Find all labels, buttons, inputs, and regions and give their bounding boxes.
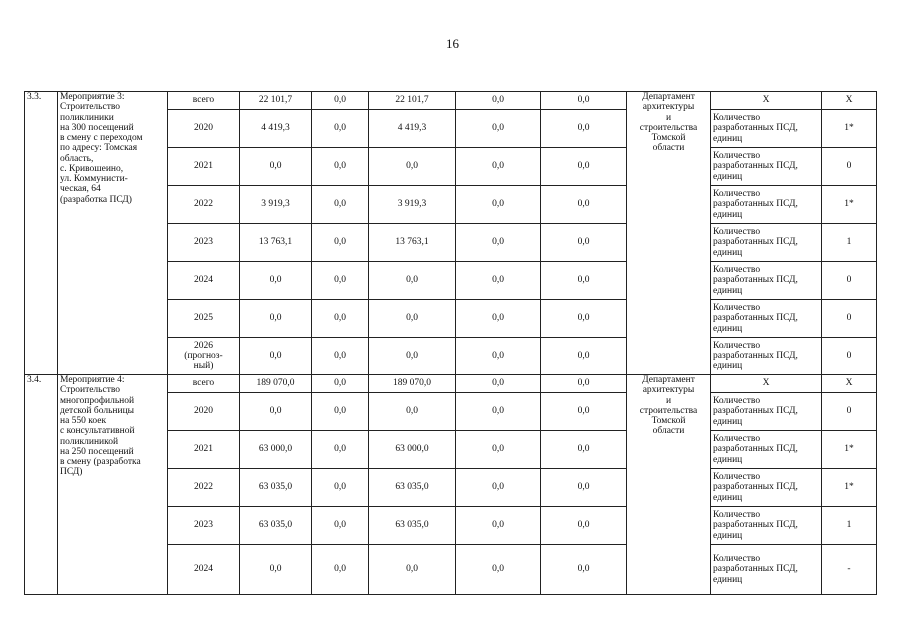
regional-cell: 0,0 xyxy=(369,148,456,186)
local-cell: 0,0 xyxy=(456,262,541,300)
other-cell: 0,0 xyxy=(541,375,627,393)
indicator-cell: Количество разработанных ПСД, единиц xyxy=(711,469,822,507)
federal-cell: 0,0 xyxy=(312,186,369,224)
indicator-cell: Количество разработанных ПСД, единиц xyxy=(711,110,822,148)
other-cell: 0,0 xyxy=(541,431,627,469)
indicator-value-cell: 1* xyxy=(822,469,877,507)
indicator-value-cell: 0 xyxy=(822,393,877,431)
total-cell: 3 919,3 xyxy=(240,186,312,224)
indicator-value-cell: 1* xyxy=(822,110,877,148)
total-cell: 189 070,0 xyxy=(240,375,312,393)
indicator-value-cell: 0 xyxy=(822,262,877,300)
indicator-value-cell: 0 xyxy=(822,338,877,375)
table-row xyxy=(25,92,877,110)
period-cell: 2021 xyxy=(168,431,240,469)
regional-cell: 63 000,0 xyxy=(369,431,456,469)
federal-cell: 0,0 xyxy=(312,92,369,110)
activities-table xyxy=(24,91,877,595)
indicator-cell: Количество разработанных ПСД, единиц xyxy=(711,431,822,469)
regional-cell: 0,0 xyxy=(369,300,456,338)
indicator-cell: Количество разработанных ПСД, единиц xyxy=(711,148,822,186)
regional-cell: 0,0 xyxy=(369,393,456,431)
local-cell: 0,0 xyxy=(456,300,541,338)
indicator-value-cell: 0 xyxy=(822,300,877,338)
other-cell: 0,0 xyxy=(541,262,627,300)
federal-cell: 0,0 xyxy=(312,224,369,262)
local-cell: 0,0 xyxy=(456,224,541,262)
regional-cell: 189 070,0 xyxy=(369,375,456,393)
total-cell: 63 035,0 xyxy=(240,507,312,545)
page-number: 16 xyxy=(446,36,459,51)
period-cell: 2022 xyxy=(168,186,240,224)
other-cell: 0,0 xyxy=(541,338,627,375)
other-cell: 0,0 xyxy=(541,507,627,545)
period-cell: 2024 xyxy=(168,262,240,300)
table-row xyxy=(25,375,877,393)
indicator-value-cell: 1* xyxy=(822,186,877,224)
period-cell: 2020 xyxy=(168,393,240,431)
local-cell: 0,0 xyxy=(456,545,541,595)
indicator-cell: Количество разработанных ПСД, единиц xyxy=(711,262,822,300)
indicator-cell: X xyxy=(711,92,822,110)
local-cell: 0,0 xyxy=(456,148,541,186)
indicator-value-cell: X xyxy=(822,92,877,110)
period-cell: всего xyxy=(168,92,240,110)
indicator-cell: Количество разработанных ПСД, единиц xyxy=(711,224,822,262)
other-cell: 0,0 xyxy=(541,148,627,186)
activity-number: 3.3. xyxy=(25,92,58,375)
federal-cell: 0,0 xyxy=(312,338,369,375)
other-cell: 0,0 xyxy=(541,224,627,262)
local-cell: 0,0 xyxy=(456,375,541,393)
indicator-value-cell: X xyxy=(822,375,877,393)
other-cell: 0,0 xyxy=(541,393,627,431)
indicator-cell: Количество разработанных ПСД, единиц xyxy=(711,338,822,375)
federal-cell: 0,0 xyxy=(312,393,369,431)
federal-cell: 0,0 xyxy=(312,507,369,545)
period-cell: 2023 xyxy=(168,507,240,545)
activity-number: 3.4. xyxy=(25,375,58,595)
indicator-value-cell: 1 xyxy=(822,507,877,545)
activity-title: Мероприятие 3: Строительство поликлиники на 300 посещений в смену с переходом по адресу: Томская область, с. Кривошеино, ул. Коммунисти- ческая, 64 (разработка ПСД) xyxy=(58,92,168,375)
local-cell: 0,0 xyxy=(456,469,541,507)
period-cell: 2025 xyxy=(168,300,240,338)
period-cell: 2023 xyxy=(168,224,240,262)
indicator-cell: Количество разработанных ПСД, единиц xyxy=(711,300,822,338)
local-cell: 0,0 xyxy=(456,92,541,110)
regional-cell: 22 101,7 xyxy=(369,92,456,110)
federal-cell: 0,0 xyxy=(312,469,369,507)
total-cell: 4 419,3 xyxy=(240,110,312,148)
regional-cell: 63 035,0 xyxy=(369,469,456,507)
department-cell: Департамент архитектуры и строительства Томской области xyxy=(627,375,711,595)
indicator-cell: Количество разработанных ПСД, единиц xyxy=(711,545,822,595)
total-cell: 0,0 xyxy=(240,262,312,300)
department-cell: Департамент архитектуры и строительства Томской области xyxy=(627,92,711,375)
regional-cell: 0,0 xyxy=(369,338,456,375)
regional-cell: 3 919,3 xyxy=(369,186,456,224)
other-cell: 0,0 xyxy=(541,186,627,224)
local-cell: 0,0 xyxy=(456,186,541,224)
local-cell: 0,0 xyxy=(456,393,541,431)
federal-cell: 0,0 xyxy=(312,545,369,595)
period-cell: 2024 xyxy=(168,545,240,595)
other-cell: 0,0 xyxy=(541,469,627,507)
total-cell: 0,0 xyxy=(240,148,312,186)
regional-cell: 0,0 xyxy=(369,545,456,595)
indicator-cell: Количество разработанных ПСД, единиц xyxy=(711,507,822,545)
indicator-value-cell: - xyxy=(822,545,877,595)
period-cell: 2021 xyxy=(168,148,240,186)
federal-cell: 0,0 xyxy=(312,148,369,186)
indicator-value-cell: 1* xyxy=(822,431,877,469)
federal-cell: 0,0 xyxy=(312,300,369,338)
local-cell: 0,0 xyxy=(456,431,541,469)
other-cell: 0,0 xyxy=(541,545,627,595)
federal-cell: 0,0 xyxy=(312,375,369,393)
activities-table-body xyxy=(25,92,877,595)
period-cell: всего xyxy=(168,375,240,393)
activity-title: Мероприятие 4: Строительство многопрофильной детской больницы на 550 коек с консультативной поликлиникой на 250 посещений в смену (разработка ПСД) xyxy=(58,375,168,595)
federal-cell: 0,0 xyxy=(312,431,369,469)
total-cell: 0,0 xyxy=(240,545,312,595)
indicator-cell: Количество разработанных ПСД, единиц xyxy=(711,186,822,224)
total-cell: 22 101,7 xyxy=(240,92,312,110)
indicator-cell: X xyxy=(711,375,822,393)
other-cell: 0,0 xyxy=(541,92,627,110)
indicator-cell: Количество разработанных ПСД, единиц xyxy=(711,393,822,431)
period-cell: 2020 xyxy=(168,110,240,148)
total-cell: 13 763,1 xyxy=(240,224,312,262)
federal-cell: 0,0 xyxy=(312,110,369,148)
total-cell: 0,0 xyxy=(240,300,312,338)
regional-cell: 0,0 xyxy=(369,262,456,300)
total-cell: 63 035,0 xyxy=(240,469,312,507)
indicator-value-cell: 0 xyxy=(822,148,877,186)
indicator-value-cell: 1 xyxy=(822,224,877,262)
period-cell: 2026 (прогноз- ный) xyxy=(168,338,240,375)
local-cell: 0,0 xyxy=(456,338,541,375)
total-cell: 0,0 xyxy=(240,338,312,375)
regional-cell: 4 419,3 xyxy=(369,110,456,148)
regional-cell: 13 763,1 xyxy=(369,224,456,262)
period-cell: 2022 xyxy=(168,469,240,507)
local-cell: 0,0 xyxy=(456,507,541,545)
federal-cell: 0,0 xyxy=(312,262,369,300)
other-cell: 0,0 xyxy=(541,110,627,148)
other-cell: 0,0 xyxy=(541,300,627,338)
local-cell: 0,0 xyxy=(456,110,541,148)
total-cell: 63 000,0 xyxy=(240,431,312,469)
total-cell: 0,0 xyxy=(240,393,312,431)
regional-cell: 63 035,0 xyxy=(369,507,456,545)
